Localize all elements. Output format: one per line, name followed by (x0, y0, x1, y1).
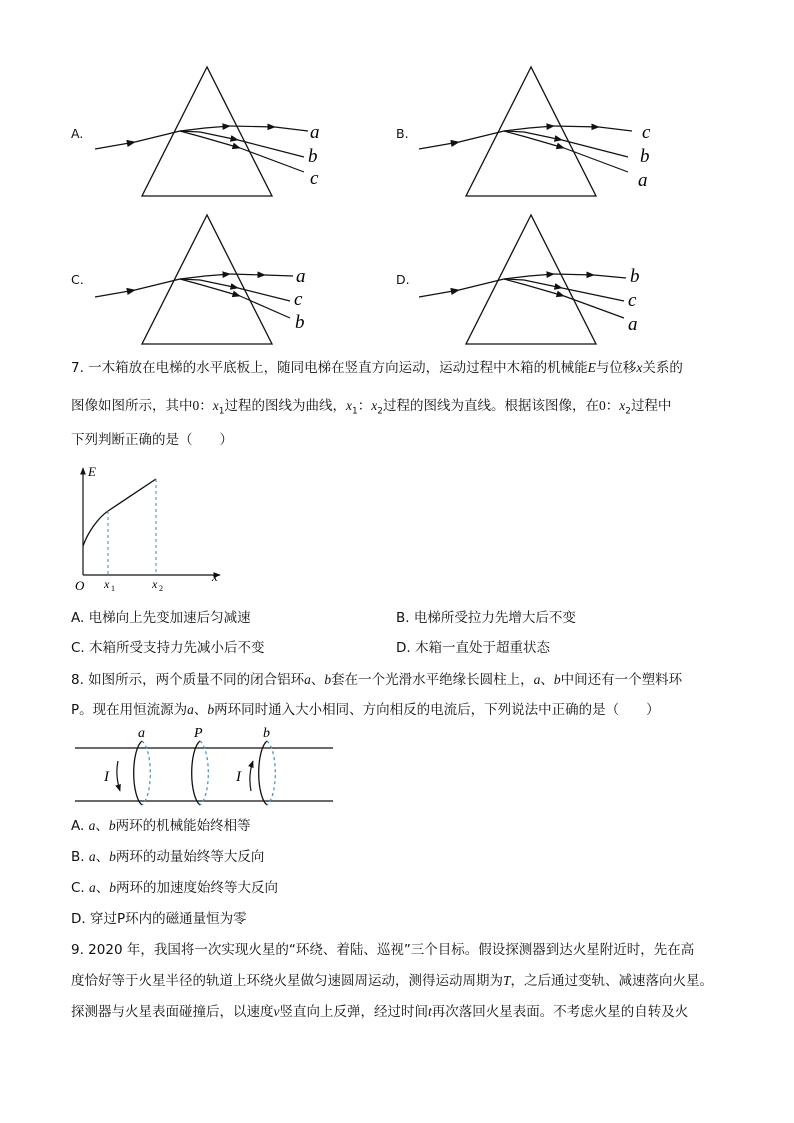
q6-option-a-letter: A. (71, 126, 84, 141)
curve-segment (83, 511, 108, 546)
ray-a-inside (180, 126, 230, 131)
q7-option-c[interactable]: C. 木箱所受支持力先减小后不变 (71, 640, 265, 656)
origin-label: O (75, 578, 85, 593)
tick-x1: x (104, 577, 110, 591)
q9-stem-line-2: 度恰好等于火星半径的轨道上环绕火星做匀速圆周运动，测得运动周期为T，之后通过变轨、减速落向火星。 (71, 973, 714, 989)
svg-text:c: c (642, 122, 651, 143)
q8-stem-line-2: P。现在用恒流源为a、b两环同时通入大小相同、方向相反的电流后，下列说法中正确的是（ ） (71, 702, 660, 718)
q6-option-c-letter: C. (71, 272, 84, 287)
q7-stem-line-3: 下列判断正确的是（ ） (71, 432, 233, 448)
ring-p-label: P (194, 726, 203, 741)
svg-text:a: a (638, 170, 648, 191)
svg-text:a: a (296, 266, 306, 287)
q9-stem-line-1: 9. 2020 年，我国将一次实现火星的“环绕、着陆、巡视”三个目标。假设探测器到达火星附近时，先在高 (71, 942, 695, 958)
q7-option-a[interactable]: A. 电梯向上先变加速后匀减速 (71, 610, 251, 626)
prism-triangle (142, 67, 272, 196)
ring-p (192, 741, 200, 805)
svg-text:a: a (628, 314, 638, 335)
ring-b (259, 741, 267, 805)
svg-text:c: c (628, 290, 637, 311)
q7-option-d[interactable]: D. 木箱一直处于超重状态 (396, 640, 550, 656)
incident-ray-arrow (95, 142, 135, 149)
straight-segment (108, 479, 156, 511)
current-arrow-down (117, 761, 120, 791)
ray-a (275, 127, 308, 131)
x-axis-label: x (212, 569, 218, 584)
svg-text:c: c (294, 289, 303, 310)
q8-stem-line-1: 8. 如图所示，两个质量不同的闭合铝环a、b套在一个光滑水平绝缘长圆柱上，a、b中间还有一个塑料环 (71, 672, 683, 688)
q6-option-a-prism-diagram (90, 62, 350, 202)
current-label-right: I (236, 769, 241, 785)
q7-option-b[interactable]: B. 电梯所受拉力先增大后不变 (396, 610, 576, 626)
svg-text:1: 1 (111, 584, 115, 593)
ray-label-2: b (308, 146, 318, 167)
svg-text:b: b (630, 266, 640, 287)
q6-option-b-prism-diagram (414, 62, 674, 202)
ring-a-label: a (138, 726, 145, 741)
q6-option-c-prism-diagram (90, 210, 350, 350)
q8-option-a[interactable]: A. a、b两环的机械能始终相等 (71, 818, 251, 834)
ray-c (240, 148, 304, 172)
q8-option-b[interactable]: B. a、b两环的动量始终等大反向 (71, 849, 265, 865)
ring-b-label: b (263, 726, 270, 741)
current-label-left: I (104, 769, 109, 785)
q8-option-d[interactable]: D. 穿过P环内的磁通量恒为零 (71, 911, 247, 927)
current-arrow-up (250, 761, 253, 791)
q6-option-d-prism-diagram (414, 210, 674, 350)
ring-a (134, 741, 142, 805)
ray-label-1: a (310, 122, 320, 143)
svg-text:b: b (295, 312, 305, 333)
ray-label-3: c (310, 168, 319, 189)
incident-ray (135, 131, 180, 142)
svg-text:2: 2 (159, 584, 163, 593)
q8-option-c[interactable]: C. a、b两环的加速度始终等大反向 (71, 880, 279, 896)
q8-rings-on-cylinder-diagram (70, 725, 340, 810)
q6-option-d-letter: D. (396, 272, 410, 287)
q7-stem-line-1: 7. 一木箱放在电梯的水平底板上，随同电梯在竖直方向运动，运动过程中木箱的机械能E与位移x关系的 (71, 360, 683, 376)
y-axis-label: E (88, 464, 96, 479)
q9-stem-line-3: 探测器与火星表面碰撞后，以速度v竖直向上反弹，经过时间t再次落回火星表面。不考虑火星的自转及火 (71, 1004, 689, 1020)
q7-stem-line-2: 图像如图所示，其中0：$x_1$过程的图线为曲线，$x_1$：$x_2$过程的图线为直线。根据该图像，在0：$x_2$过程中 (71, 398, 672, 417)
svg-text:b: b (640, 146, 650, 167)
q7-energy-displacement-graph (70, 460, 230, 595)
tick-x2: x (152, 577, 158, 591)
q6-option-b-letter: B. (396, 126, 409, 141)
